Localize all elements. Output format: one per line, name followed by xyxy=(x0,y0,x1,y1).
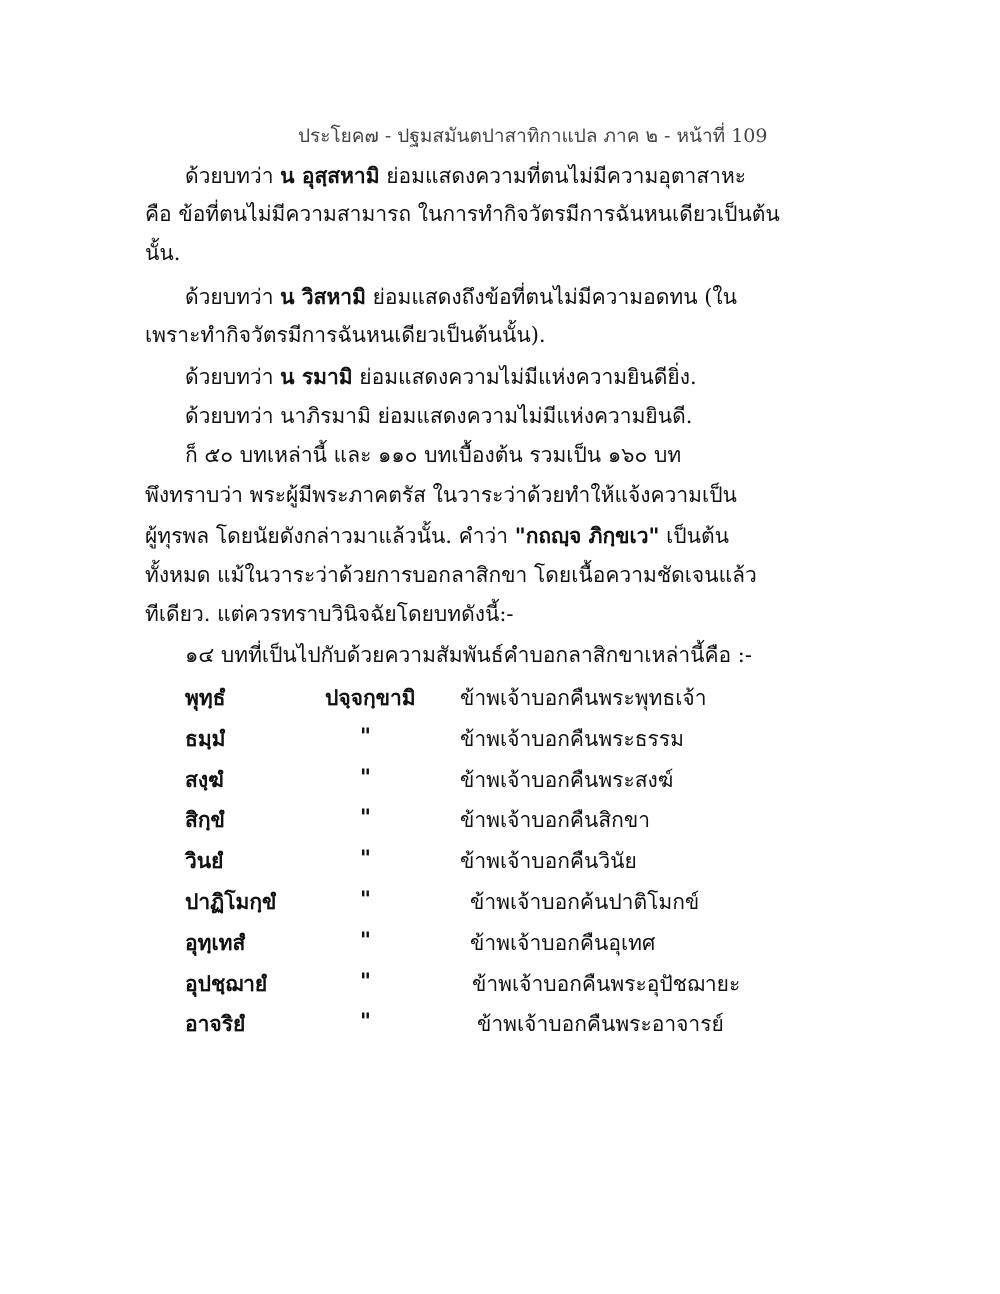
ditto-mark: " xyxy=(360,1008,371,1034)
table-row xyxy=(185,927,745,968)
pali-term: สงฺฆํ xyxy=(185,766,224,792)
pali-term: อุทฺเทสํ xyxy=(185,929,246,955)
p5-line3 xyxy=(145,525,729,547)
p5-line3-c: เป็นต้น xyxy=(659,524,729,548)
table-row xyxy=(185,764,745,805)
pali-term: พุทฺธํ xyxy=(185,685,226,710)
p2-line2: เพราะทำกิจวัตรมีการฉันหนเดียวเป็นต้นนั้น). xyxy=(145,323,546,347)
ditto-mark: " xyxy=(360,885,371,911)
thai-translation: ข้าพเจ้าบอกคืนสิกขา xyxy=(460,808,651,833)
pali-term: ธมฺมํ xyxy=(185,725,226,751)
p6-line: ๑๔ บทที่เป็นไปกับด้วยความสัมพันธ์คำบอกลาสิกขาเหล่านี้คือ :- xyxy=(185,643,752,667)
thai-translation: ข้าพเจ้าบอกคืนพระอุปัชฌายะ xyxy=(472,971,741,996)
p2-line1-a: ด้วยบทว่า xyxy=(185,285,281,309)
p3-c: ย่อมแสดงความไม่มีแห่งความยินดียิ่ง. xyxy=(352,365,697,389)
pali-term: ปาฏิโมกฺขํ xyxy=(185,888,277,914)
ditto-mark: " xyxy=(360,763,371,789)
p2-line1-c: ย่อมแสดงถึงข้อที่ตนไม่มีความอดทน (ใน xyxy=(365,285,738,309)
table-row xyxy=(185,968,745,1009)
thai-translation: ข้าพเจ้าบอกคืนพระอาจารย์ xyxy=(477,1012,724,1037)
p2-line1-b: น วิสหามิ xyxy=(280,284,366,309)
table-row xyxy=(185,1008,745,1049)
thai-translation: ข้าพเจ้าบอกคืนวินัย xyxy=(460,849,637,874)
thai-translation: ข้าพเจ้าบอกค้นปาติโมกข์ xyxy=(470,889,700,914)
p4-line: ด้วยบทว่า นาภิรมามิ ย่อมแสดงความไม่มีแห่งความยินดี. xyxy=(185,404,693,428)
thai-translation: ข้าพเจ้าบอกคืนพระธรรม xyxy=(460,726,684,751)
pali-term: อุปชฺฌายํ xyxy=(185,970,268,996)
p1-line1-a: ด้วยบทว่า xyxy=(185,164,281,188)
thai-translation: ข้าพเจ้าบอกคืนพระสงฆ์ xyxy=(460,767,674,792)
page-header: ประโยค๗ - ปฐมสมันตปาสาทิกาแปล ภาค ๒ - หน้าที่ 109 xyxy=(298,125,768,147)
verb-term: ปจฺจกฺขามิ xyxy=(325,685,416,710)
p5-line5: ทีเดียว. แต่ควรทราบวินิจฉัยโดยบทดังนี้:- xyxy=(145,602,514,626)
pali-term: สิกฺขํ xyxy=(185,807,225,833)
table-row xyxy=(185,886,745,927)
p5-line3-a: ผู้ทุรพล โดยนัยดังกล่าวมาแล้วนั้น. คำว่า xyxy=(145,524,515,548)
thai-translation: ข้าพเจ้าบอกคืนอุเทศ xyxy=(470,930,656,955)
ditto-mark: " xyxy=(360,722,371,748)
table-row xyxy=(185,845,745,886)
p3-line xyxy=(185,366,697,388)
p5-line1: ก็ ๕๐ บทเหล่านี้ และ ๑๑๐ บทเบื้องต้น รวมเป็น ๑๖๐ บท xyxy=(185,443,682,467)
p1-line1-c: ย่อมแสดงความที่ตนไม่มีความอุตาสาหะ xyxy=(379,164,747,188)
pali-term: วินยํ xyxy=(185,848,224,874)
ditto-mark: " xyxy=(360,845,371,871)
p2-line1 xyxy=(185,286,737,308)
table-row xyxy=(185,804,745,845)
p1-line1 xyxy=(185,165,746,187)
renunciation-table xyxy=(185,682,745,1049)
p3-a: ด้วยบทว่า xyxy=(185,365,281,389)
pali-term: อาจริยํ xyxy=(185,1011,246,1037)
thai-translation: ข้าพเจ้าบอกคืนพระพุทธเจ้า xyxy=(460,686,707,710)
table-row xyxy=(185,723,745,764)
p5-line3-b: "กถญฺจ ภิกฺขเว" xyxy=(514,523,660,548)
p3-b: น รมามิ xyxy=(280,364,353,389)
ditto-mark: " xyxy=(360,967,371,993)
table-row xyxy=(185,682,745,723)
ditto-mark: " xyxy=(360,926,371,952)
ditto-mark: " xyxy=(360,804,371,830)
p1-line1-b: น อุสฺสหามิ xyxy=(280,163,380,188)
p5-line4: ทั้งหมด แม้ในวาระว่าด้วยการบอกลาสิกขา โดยเนื้อความชัดเจนแล้ว xyxy=(145,563,757,587)
p1-line2: คือ ข้อที่ตนไม่มีความสามารถ ในการทำกิจวัตรมีการฉันหนเดียวเป็นต้น xyxy=(145,202,780,226)
p1-line3: นั้น. xyxy=(145,241,181,265)
p5-line2: พึงทราบว่า พระผู้มีพระภาคตรัส ในวาระว่าด้วยทำให้แจ้งความเป็น xyxy=(145,483,737,507)
